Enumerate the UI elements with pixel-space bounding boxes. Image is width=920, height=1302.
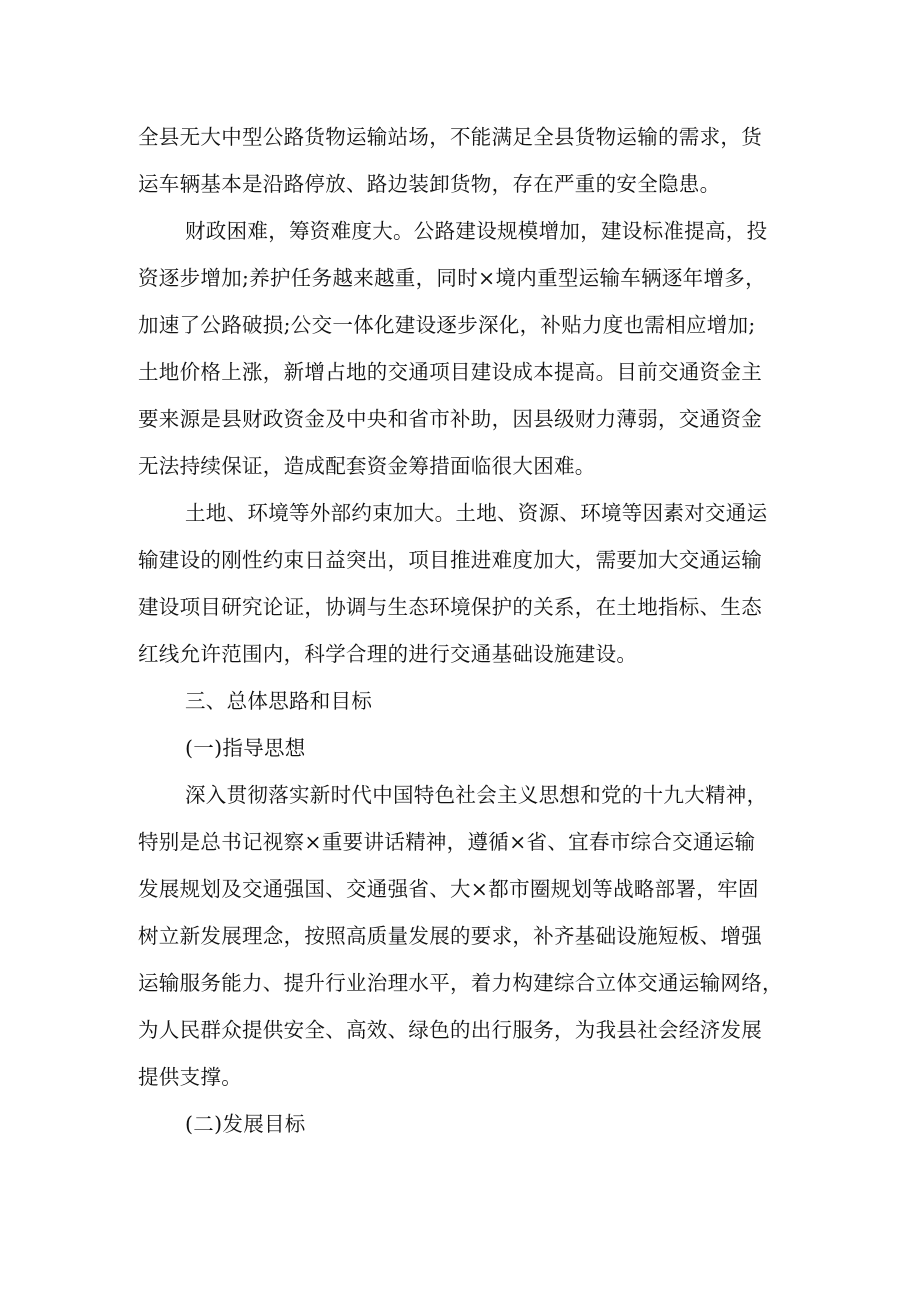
section-heading (138, 678, 788, 725)
text-line: 无法持续保证，造成配套资金筹措面临很大困难。 (138, 454, 596, 478)
text-line: 要来源是县财政资金及中央和省市补助，因县级财力薄弱，交通资金 (138, 407, 762, 431)
text-line: 运输服务能力、提升行业治理水平，着力构建综合立体交通运输网络， (138, 971, 783, 995)
paragraph (138, 114, 788, 208)
text-line: 资逐步增加;养护任务越来越重，同时×境内重型运输车辆逐年增多， (138, 266, 766, 290)
paragraph (138, 772, 788, 1101)
heading-text: 三、总体思路和目标 (185, 689, 373, 713)
text-line: 红线允许范围内，科学合理的进行交通基础设施建设。 (138, 642, 638, 666)
paragraph (138, 208, 788, 490)
text-line: 特别是总书记视察×重要讲话精神，遵循×省、宜春市综合交通运输 (138, 830, 756, 854)
text-line: 输建设的刚性约束日益突出，项目推进难度加大，需要加大交通运输 (138, 548, 762, 572)
text-line: 加速了公路破损;公交一体化建设逐步深化，补贴力度也需相应增加; (138, 313, 756, 337)
text-line: 运车辆基本是沿路停放、路边装卸货物，存在严重的安全隐患。 (138, 172, 721, 196)
text-line: 土地、环境等外部约束加大。土地、资源、环境等因素对交通运 (185, 501, 768, 525)
text-line: 建设项目研究论证，协调与生态环境保护的关系，在土地指标、生态 (138, 595, 762, 619)
document-body (138, 114, 788, 1148)
paragraph (138, 490, 788, 678)
text-line: 树立新发展理念，按照高质量发展的要求，补齐基础设施短板、增强 (138, 924, 762, 948)
heading-text: (二)发展目标 (185, 1112, 306, 1136)
text-line: 为人民群众提供安全、高效、绿色的出行服务，为我县社会经济发展 (138, 1018, 762, 1042)
text-line: 全县无大中型公路货物运输站场，不能满足全县货物运输的需求，货 (138, 125, 762, 149)
subsection-heading (138, 1101, 788, 1148)
text-line: 提供支撑。 (138, 1065, 242, 1089)
text-line: 财政困难，筹资难度大。公路建设规模增加，建设标准提高，投 (185, 219, 768, 243)
subsection-heading (138, 725, 788, 772)
text-line: 土地价格上涨，新增占地的交通项目建设成本提高。目前交通资金主 (138, 360, 762, 384)
heading-text: (一)指导思想 (185, 736, 306, 760)
text-line: 发展规划及交通强国、交通强省、大×都市圈规划等战略部署，牢固 (138, 877, 759, 901)
text-line: 深入贯彻落实新时代中国特色社会主义思想和党的十九大精神， (185, 783, 768, 807)
